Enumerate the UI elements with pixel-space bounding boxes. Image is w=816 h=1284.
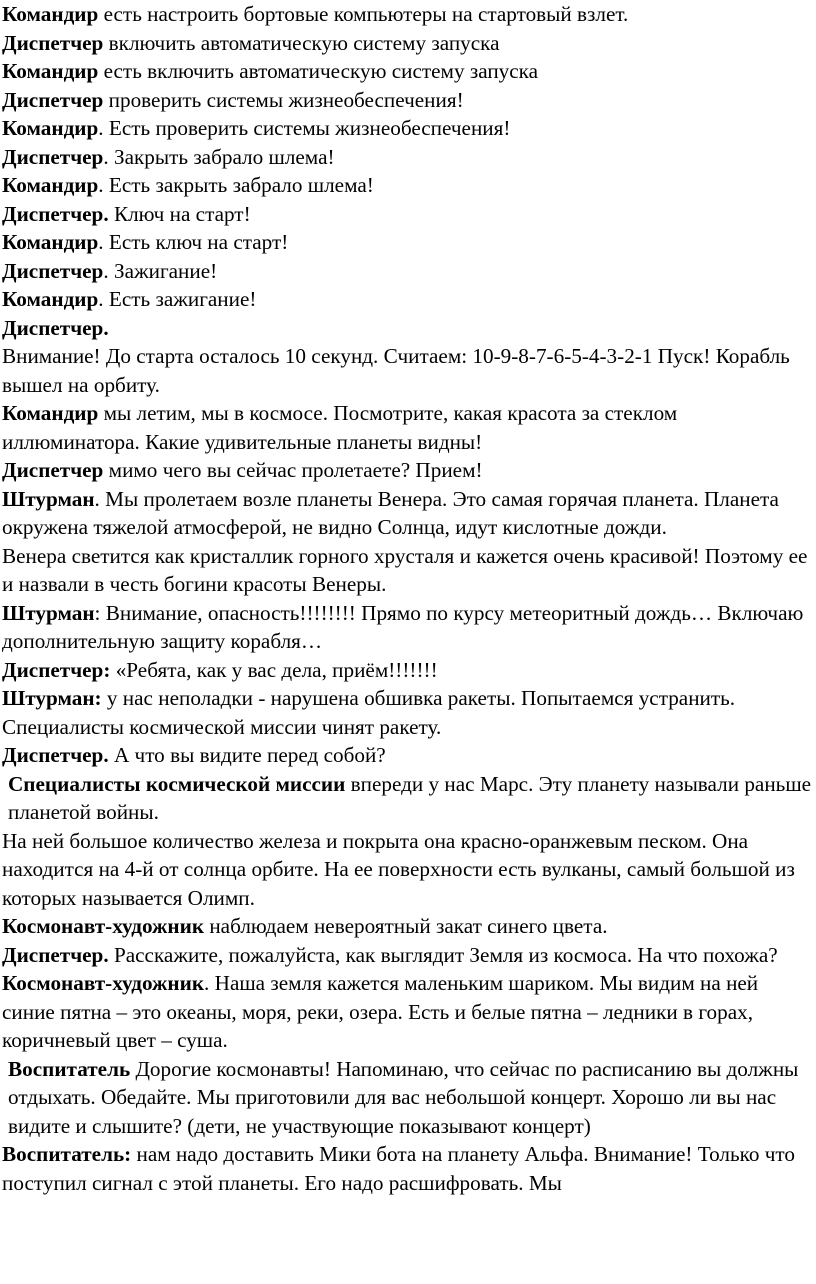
- line-text: . Мы пролетаем возле планеты Венера. Это самая горячая планета. Планета окружена тяжелой атмосферой, не видно Солнца, идут кислотные дожди.: [2, 486, 779, 539]
- document-page: [2, 0, 814, 1197]
- speaker-name: Командир: [2, 230, 99, 254]
- dialogue-line: [2, 29, 814, 58]
- line-text: включить автоматическую систему запуска: [103, 30, 500, 55]
- narration-line: [2, 542, 814, 599]
- line-text: . Наша земля кажется маленьким шариком. Мы видим на ней синие пятна – это океаны, моря, реки, озера. Есть и белые пятна – ледники в горах, коричневый цвет – суша.: [2, 971, 759, 1052]
- dialogue-line: [2, 1055, 814, 1141]
- dialogue-line: [2, 257, 814, 286]
- dialogue-line: [2, 684, 814, 741]
- speaker-name: Командир: [2, 173, 99, 197]
- dialogue-line: [2, 770, 814, 827]
- line-text: Внимание! До старта осталось 10 секунд. Считаем: 10-9-8-7-6-5-4-3-2-1 Пуск! Корабль вышел на орбиту.: [2, 344, 790, 397]
- speaker-name: Командир: [2, 287, 99, 311]
- speaker-name: Диспетчер: [2, 30, 104, 55]
- speaker-name: Диспетчер:: [2, 657, 111, 682]
- line-text: впереди у нас Марс. Эту планету называли раньше планетой войны.: [8, 771, 812, 824]
- line-text: Дорогие космонавты! Напоминаю, что сейчас по расписанию вы должны отдыхать. Обедайте. Мы приготовили для вас небольшой концерт. Хорошо ли вы нас видите и слышите? (дети, не участвующие показывают концерт): [8, 1056, 799, 1138]
- speaker-name: Специалисты космической миссии: [8, 771, 346, 796]
- narration-line: [2, 827, 814, 913]
- speaker-name: Штурман:: [2, 686, 102, 710]
- speaker-name: Диспетчер: [2, 258, 104, 283]
- dialogue-line: [2, 456, 814, 485]
- line-text: у нас неполадки - нарушена обшивка ракеты. Попытаемся устранить. Специалисты космической миссии чинят ракету.: [2, 686, 736, 739]
- line-text: А что вы видите перед собой?: [108, 743, 386, 767]
- speaker-name: Диспетчер.: [2, 201, 109, 226]
- line-text: . Есть ключ на старт!: [98, 230, 289, 254]
- line-text: На ней большое количество железа и покрыта она красно-оранжевым песком. Она находится на 4-й от солнца орбите. На ее поверхности есть вулканы, самый большой из которых называется Олимп.: [2, 828, 795, 910]
- dialogue-line: [2, 741, 814, 770]
- line-text: . Есть проверить системы жизнеобеспечения!: [98, 116, 511, 140]
- speaker-name: Диспетчер.: [2, 743, 109, 767]
- dialogue-line: [2, 171, 814, 200]
- speaker-name: Воспитатель:: [2, 1142, 132, 1166]
- speaker-name: Диспетчер.: [2, 315, 109, 340]
- dialogue-line: [2, 485, 814, 542]
- narration-line: [2, 342, 814, 399]
- dialogue-line: [2, 200, 814, 229]
- speaker-name: Диспетчер: [2, 144, 104, 169]
- dialogue-line: [2, 314, 814, 343]
- speaker-name: Космонавт-художник: [2, 914, 205, 938]
- line-text: наблюдаем невероятный закат синего цвета.: [204, 914, 608, 938]
- line-text: нам надо доставить Мики бота на планету Альфа. Внимание! Только что поступил сигнал с этой планеты. Его надо расшифровать. Мы: [2, 1142, 795, 1195]
- line-text: Расскажите, пожалуйста, как выглядит Земля из космоса. На что похожа?: [108, 942, 778, 967]
- line-text: есть настроить бортовые компьютеры на стартовый взлет.: [98, 2, 629, 26]
- speaker-name: Диспетчер.: [2, 942, 109, 967]
- dialogue-line: [2, 285, 814, 314]
- dialogue-line: [2, 86, 814, 115]
- line-text: проверить системы жизнеобеспечения!: [103, 87, 464, 112]
- dialogue-line: [2, 1140, 814, 1197]
- line-text: . Есть закрыть забрало шлема!: [98, 173, 374, 197]
- dialogue-line: [2, 228, 814, 257]
- line-text: есть включить автоматическую систему запуска: [98, 59, 539, 83]
- dialogue-line: [2, 399, 814, 456]
- speaker-name: Штурман: [2, 600, 95, 625]
- dialogue-line: [2, 57, 814, 86]
- line-text: Ключ на старт!: [108, 201, 251, 226]
- speaker-name: Командир: [2, 401, 99, 425]
- line-text: Венера светится как кристаллик горного хрусталя и кажется очень красивой! Поэтому ее и назвали в честь богини красоты Венеры.: [2, 543, 808, 596]
- line-text: . Зажигание!: [103, 258, 218, 283]
- line-text: «Ребята, как у вас дела, приём!!!!!!!: [110, 657, 438, 682]
- speaker-name: Командир: [2, 116, 99, 140]
- speaker-name: Воспитатель: [8, 1056, 131, 1081]
- line-text: мы летим, мы в космосе. Посмотрите, какая красота за стеклом иллюминатора. Какие удивительные планеты видны!: [2, 401, 678, 454]
- dialogue-line: [2, 0, 814, 29]
- speaker-name: Диспетчер: [2, 458, 104, 482]
- dialogue-line: [2, 912, 814, 941]
- line-text: мимо чего вы сейчас пролетаете? Прием!: [103, 458, 483, 482]
- speaker-name: Командир: [2, 2, 99, 26]
- speaker-name: Командир: [2, 59, 99, 83]
- dialogue-line: [2, 941, 814, 970]
- speaker-name: Штурман: [2, 486, 95, 511]
- line-text: : Внимание, опасность!!!!!!!! Прямо по курсу метеоритный дождь… Включаю дополнительную защиту корабля…: [2, 600, 804, 653]
- line-text: . Есть зажигание!: [98, 287, 257, 311]
- dialogue-line: [2, 969, 814, 1055]
- dialogue-line: [2, 143, 814, 172]
- speaker-name: Космонавт-художник: [2, 971, 205, 995]
- speaker-name: Диспетчер: [2, 87, 104, 112]
- dialogue-line: [2, 599, 814, 656]
- line-text: . Закрыть забрало шлема!: [103, 144, 335, 169]
- dialogue-line: [2, 656, 814, 685]
- dialogue-line: [2, 114, 814, 143]
